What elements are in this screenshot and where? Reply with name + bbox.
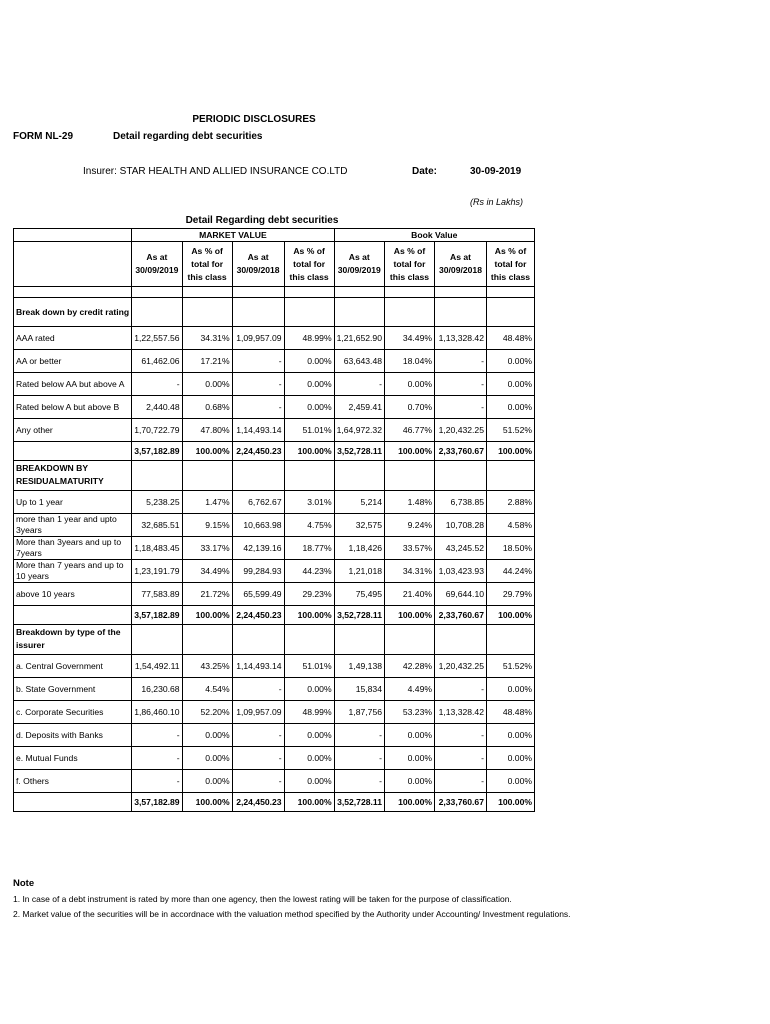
row-label: AA or better: [14, 350, 132, 373]
value-cell: 0.00%: [284, 678, 334, 701]
column-header: As % of total for this class: [385, 242, 435, 287]
value-cell: 1,14,493.14: [232, 419, 284, 442]
column-header: As % of total for this class: [487, 242, 535, 287]
value-cell: 1.48%: [385, 491, 435, 514]
value-cell: -: [132, 747, 182, 770]
value-cell: 1.47%: [182, 491, 232, 514]
table-row: [14, 560, 535, 583]
form-number: FORM NL-29: [13, 131, 73, 142]
value-cell: 34.49%: [385, 327, 435, 350]
value-cell: 1,13,328.42: [435, 327, 487, 350]
value-cell: -: [232, 373, 284, 396]
table-row: [14, 678, 535, 701]
row-label: Rated below A but above B: [14, 396, 132, 419]
value-cell: -: [132, 373, 182, 396]
value-cell: 51.52%: [487, 419, 535, 442]
value-cell: -: [435, 396, 487, 419]
total-cell: 100.00%: [487, 606, 535, 625]
value-cell: 2,440.48: [132, 396, 182, 419]
note-heading: Note: [13, 878, 35, 889]
table-row: [14, 514, 535, 537]
row-label: Rated below AA but above A: [14, 373, 132, 396]
table-row: [14, 327, 535, 350]
total-cell: 2,24,450.23: [232, 442, 284, 461]
value-cell: 18.04%: [385, 350, 435, 373]
total-row: [14, 442, 535, 461]
value-cell: 0.00%: [182, 373, 232, 396]
value-cell: -: [132, 724, 182, 747]
value-cell: 0.00%: [284, 770, 334, 793]
value-cell: -: [334, 373, 384, 396]
value-cell: -: [334, 724, 384, 747]
value-cell: 1,54,492.11: [132, 655, 182, 678]
value-cell: 1,14,493.14: [232, 655, 284, 678]
value-cell: 1,20,432.25: [435, 655, 487, 678]
row-label: AAA rated: [14, 327, 132, 350]
value-cell: -: [232, 724, 284, 747]
table-row: [14, 747, 535, 770]
total-cell: 100.00%: [182, 442, 232, 461]
row-label: more than 1 year and upto 3years: [14, 514, 132, 537]
value-cell: 1,20,432.25: [435, 419, 487, 442]
value-cell: 0.00%: [487, 373, 535, 396]
total-cell: 2,24,450.23: [232, 793, 284, 812]
total-cell: 3,52,728.11: [334, 606, 384, 625]
value-cell: 4.54%: [182, 678, 232, 701]
value-cell: 1,09,957.09: [232, 701, 284, 724]
table-title: Detail Regarding debt securities: [185, 215, 339, 226]
table-row: [14, 724, 535, 747]
value-cell: 63,643.48: [334, 350, 384, 373]
table-row: [14, 701, 535, 724]
value-cell: 42.28%: [385, 655, 435, 678]
row-label: More than 7 years and up to 10 years: [14, 560, 132, 583]
value-cell: 0.00%: [487, 350, 535, 373]
table-row: [14, 770, 535, 793]
column-header: As at 30/09/2019: [334, 242, 384, 287]
corner-cell: [14, 229, 132, 242]
value-cell: 0.00%: [182, 724, 232, 747]
value-cell: 4.75%: [284, 514, 334, 537]
value-cell: 47.80%: [182, 419, 232, 442]
value-cell: 44.24%: [487, 560, 535, 583]
value-cell: 21.40%: [385, 583, 435, 606]
value-cell: -: [132, 770, 182, 793]
value-cell: 34.49%: [182, 560, 232, 583]
value-cell: 10,663.98: [232, 514, 284, 537]
value-cell: 0.00%: [385, 747, 435, 770]
value-cell: 43,245.52: [435, 537, 487, 560]
value-cell: 44.23%: [284, 560, 334, 583]
value-cell: 69,644.10: [435, 583, 487, 606]
total-cell: 100.00%: [385, 793, 435, 812]
value-cell: 1,86,460.10: [132, 701, 182, 724]
column-header: As % of total for this class: [182, 242, 232, 287]
value-cell: 42,139.16: [232, 537, 284, 560]
table-row: [14, 373, 535, 396]
value-cell: 51.01%: [284, 419, 334, 442]
value-cell: 0.00%: [182, 747, 232, 770]
value-cell: 0.00%: [487, 747, 535, 770]
table-row: [14, 583, 535, 606]
value-cell: 2,459.41: [334, 396, 384, 419]
column-header: As % of total for this class: [284, 242, 334, 287]
value-cell: 16,230.68: [132, 678, 182, 701]
section-header-row: [14, 625, 535, 655]
value-cell: 53.23%: [385, 701, 435, 724]
total-cell: 100.00%: [284, 793, 334, 812]
total-cell: 100.00%: [284, 606, 334, 625]
section-header-row: [14, 461, 535, 491]
row-label: c. Corporate Securities: [14, 701, 132, 724]
value-cell: 34.31%: [385, 560, 435, 583]
value-cell: 0.00%: [284, 724, 334, 747]
value-cell: 33.17%: [182, 537, 232, 560]
total-cell: 100.00%: [182, 793, 232, 812]
section-header-row: [14, 298, 535, 327]
value-cell: 1,87,756: [334, 701, 384, 724]
value-cell: 34.31%: [182, 327, 232, 350]
value-cell: 48.48%: [487, 701, 535, 724]
value-cell: 0.00%: [284, 350, 334, 373]
total-row: [14, 606, 535, 625]
value-cell: 15,834: [334, 678, 384, 701]
row-label: e. Mutual Funds: [14, 747, 132, 770]
value-cell: -: [334, 770, 384, 793]
value-cell: 75,495: [334, 583, 384, 606]
value-cell: 4.49%: [385, 678, 435, 701]
value-cell: 0.00%: [385, 373, 435, 396]
note-1: 1. In case of a debt instrument is rated by more than one agency, then the lowest rating will be taken for the purpose of classification.: [13, 894, 512, 904]
row-label: d. Deposits with Banks: [14, 724, 132, 747]
table-row: [14, 491, 535, 514]
value-cell: -: [435, 373, 487, 396]
total-cell: 100.00%: [284, 442, 334, 461]
value-cell: 1,18,426: [334, 537, 384, 560]
value-cell: -: [232, 350, 284, 373]
value-cell: -: [232, 747, 284, 770]
value-cell: 18.77%: [284, 537, 334, 560]
table-row: [14, 396, 535, 419]
value-cell: 0.00%: [284, 373, 334, 396]
column-header: As at 30/09/2018: [435, 242, 487, 287]
value-cell: 48.99%: [284, 701, 334, 724]
column-header: As at 30/09/2018: [232, 242, 284, 287]
total-row: [14, 793, 535, 812]
book-value-header: Book Value: [334, 229, 534, 242]
group-header-row: [14, 229, 535, 242]
value-cell: 18.50%: [487, 537, 535, 560]
value-cell: 0.00%: [487, 678, 535, 701]
row-label: a. Central Government: [14, 655, 132, 678]
value-cell: -: [435, 724, 487, 747]
section-title: BREAKDOWN BY RESIDUALMATURITY: [14, 461, 132, 491]
row-label: Up to 1 year: [14, 491, 132, 514]
row-label: Any other: [14, 419, 132, 442]
value-cell: 1,09,957.09: [232, 327, 284, 350]
table-row: [14, 350, 535, 373]
market-value-header: MARKET VALUE: [132, 229, 334, 242]
value-cell: 21.72%: [182, 583, 232, 606]
total-cell: 2,24,450.23: [232, 606, 284, 625]
row-label: b. State Government: [14, 678, 132, 701]
form-description: Detail regarding debt securities: [113, 131, 263, 142]
row-label: above 10 years: [14, 583, 132, 606]
value-cell: 10,708.28: [435, 514, 487, 537]
value-cell: 1,70,722.79: [132, 419, 182, 442]
value-cell: 32,685.51: [132, 514, 182, 537]
value-cell: -: [435, 678, 487, 701]
value-cell: -: [334, 747, 384, 770]
value-cell: 1,18,483.45: [132, 537, 182, 560]
total-cell: 3,52,728.11: [334, 793, 384, 812]
value-cell: 52.20%: [182, 701, 232, 724]
value-cell: 33.57%: [385, 537, 435, 560]
value-cell: 1,22,557.56: [132, 327, 182, 350]
value-cell: 0.00%: [487, 770, 535, 793]
value-cell: 48.99%: [284, 327, 334, 350]
value-cell: -: [435, 350, 487, 373]
section-title: Break down by credit rating: [14, 298, 132, 327]
total-cell: 100.00%: [182, 606, 232, 625]
value-cell: 65,599.49: [232, 583, 284, 606]
value-cell: 0.00%: [182, 770, 232, 793]
value-cell: 46.77%: [385, 419, 435, 442]
total-cell: 3,52,728.11: [334, 442, 384, 461]
row-label: f. Others: [14, 770, 132, 793]
value-cell: -: [232, 678, 284, 701]
value-cell: 9.24%: [385, 514, 435, 537]
total-cell: 100.00%: [385, 606, 435, 625]
value-cell: 6,738.85: [435, 491, 487, 514]
value-cell: 0.00%: [487, 396, 535, 419]
value-cell: 0.00%: [385, 724, 435, 747]
date-value: 30-09-2019: [470, 166, 522, 177]
value-cell: 29.79%: [487, 583, 535, 606]
value-cell: 0.00%: [284, 747, 334, 770]
total-cell: 100.00%: [385, 442, 435, 461]
units-note: (Rs in Lakhs): [470, 197, 524, 207]
column-header: As at 30/09/2019: [132, 242, 182, 287]
value-cell: 51.01%: [284, 655, 334, 678]
value-cell: -: [232, 396, 284, 419]
value-cell: 0.00%: [385, 770, 435, 793]
value-cell: 6,762.67: [232, 491, 284, 514]
value-cell: 1,13,328.42: [435, 701, 487, 724]
date-label: Date:: [412, 166, 438, 177]
value-cell: 5,214: [334, 491, 384, 514]
value-cell: 77,583.89: [132, 583, 182, 606]
value-cell: 48.48%: [487, 327, 535, 350]
value-cell: 29.23%: [284, 583, 334, 606]
table-body: [14, 229, 535, 812]
table-row: [14, 655, 535, 678]
total-cell: 2,33,760.67: [435, 793, 487, 812]
value-cell: 2.88%: [487, 491, 535, 514]
total-cell: 3,57,182.89: [132, 442, 182, 461]
value-cell: 0.00%: [487, 724, 535, 747]
value-cell: 17.21%: [182, 350, 232, 373]
value-cell: 99,284.93: [232, 560, 284, 583]
value-cell: 4.58%: [487, 514, 535, 537]
value-cell: 1,49,138: [334, 655, 384, 678]
value-cell: 1,21,018: [334, 560, 384, 583]
value-cell: 0.00%: [284, 396, 334, 419]
insurer-name: Insurer: STAR HEALTH AND ALLIED INSURANCE CO.LTD: [83, 166, 348, 177]
section-title: Breakdown by type of the issurer: [14, 625, 132, 655]
value-cell: 3.01%: [284, 491, 334, 514]
page-title: PERIODIC DISCLOSURES: [192, 114, 316, 125]
row-label: More than 3years and up to 7years: [14, 537, 132, 560]
note-2: 2. Market value of the securities will be in accordnace with the valuation method specified by the Authority under Accounting/ Investment regulations.: [13, 909, 571, 919]
total-cell: 100.00%: [487, 442, 535, 461]
value-cell: -: [435, 770, 487, 793]
total-cell: 3,57,182.89: [132, 793, 182, 812]
value-cell: 43.25%: [182, 655, 232, 678]
value-cell: -: [435, 747, 487, 770]
total-cell: 2,33,760.67: [435, 606, 487, 625]
table-row: [14, 419, 535, 442]
value-cell: 5,238.25: [132, 491, 182, 514]
value-cell: 1,21,652.90: [334, 327, 384, 350]
label-header-cell: [14, 242, 132, 287]
value-cell: 1,64,972.32: [334, 419, 384, 442]
value-cell: 1,03,423.93: [435, 560, 487, 583]
table-row: [14, 537, 535, 560]
value-cell: 9.15%: [182, 514, 232, 537]
spacer-row: [14, 287, 535, 298]
value-cell: 61,462.06: [132, 350, 182, 373]
value-cell: 32,575: [334, 514, 384, 537]
total-cell: 100.00%: [487, 793, 535, 812]
value-cell: -: [232, 770, 284, 793]
value-cell: 1,23,191.79: [132, 560, 182, 583]
debt-securities-table: [13, 228, 535, 812]
total-cell: 2,33,760.67: [435, 442, 487, 461]
value-cell: 51.52%: [487, 655, 535, 678]
total-cell: 3,57,182.89: [132, 606, 182, 625]
column-header-row: [14, 242, 535, 287]
value-cell: 0.70%: [385, 396, 435, 419]
value-cell: 0.68%: [182, 396, 232, 419]
